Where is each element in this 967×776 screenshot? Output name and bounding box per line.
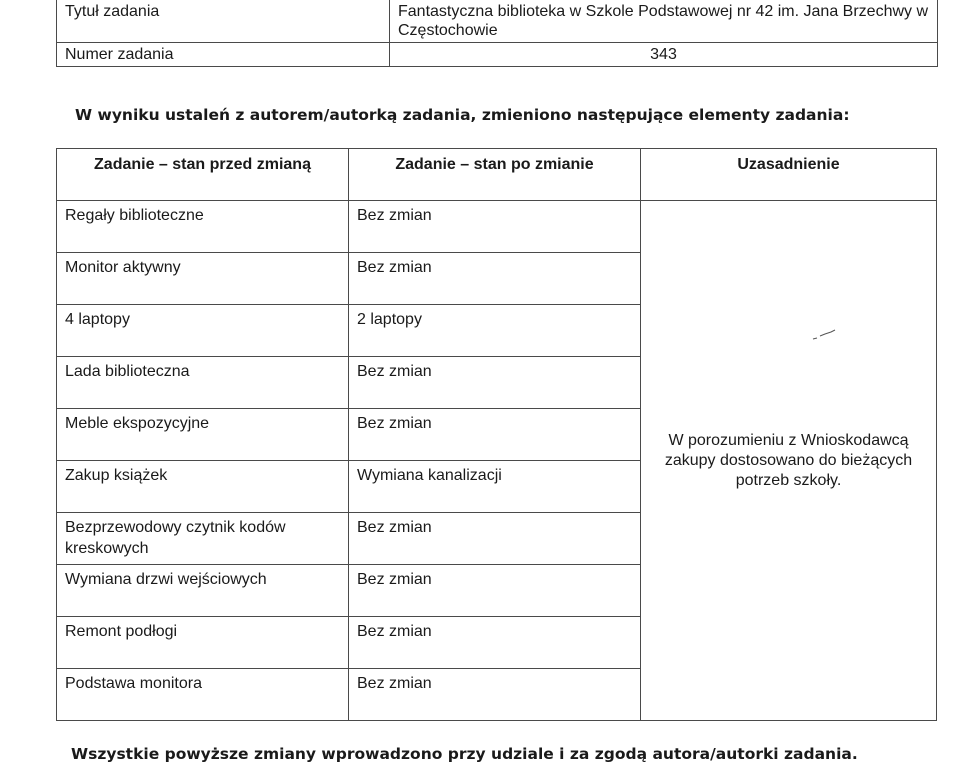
row-after: Bez zmian (349, 201, 641, 253)
table-row (57, 201, 937, 253)
row-before: Podstawa monitora (57, 669, 349, 721)
changes-table (56, 148, 937, 721)
row-after: Bez zmian (349, 669, 641, 721)
row-before: Zakup książek (57, 461, 349, 513)
header-before: Zadanie – stan przed zmianą (57, 149, 349, 201)
row-before: Meble ekspozycyjne (57, 409, 349, 461)
footer-note: Wszystkie powyższe zmiany wprowadzono przy udziale i za zgodą autora/autorki zadania. (71, 745, 858, 763)
header-after: Zadanie – stan po zmianie (349, 149, 641, 201)
row-before: Monitor aktywny (57, 253, 349, 305)
row-after: Bez zmian (349, 617, 641, 669)
task-info-table (56, 0, 938, 67)
task-number-label: Numer zadania (57, 43, 390, 67)
task-title-value: Fantastyczna biblioteka w Szkole Podstawowej nr 42 im. Jana Brzechwy w Częstochowie (390, 0, 938, 43)
header-justification: Uzasadnienie (641, 149, 937, 201)
row-before: Regały biblioteczne (57, 201, 349, 253)
task-number-row (57, 43, 938, 67)
task-title-label: Tytuł zadania (57, 0, 390, 43)
pen-mark-icon (811, 329, 837, 341)
row-after: Bez zmian (349, 565, 641, 617)
justification-text: W porozumieniu z Wnioskodawcą zakupy dostosowano do bieżących potrzeb szkoły. (664, 431, 913, 489)
row-after: Bez zmian (349, 253, 641, 305)
task-number-value: 343 (390, 43, 938, 67)
changes-header-row (57, 149, 937, 201)
row-after: Bez zmian (349, 513, 641, 565)
task-title-row (57, 0, 938, 43)
row-before: 4 laptopy (57, 305, 349, 357)
row-after: Bez zmian (349, 409, 641, 461)
changes-heading: W wyniku ustaleń z autorem/autorką zadania, zmieniono następujące elementy zadania: (75, 106, 850, 124)
row-after: Wymiana kanalizacji (349, 461, 641, 513)
row-before: Wymiana drzwi wejściowych (57, 565, 349, 617)
row-after: 2 laptopy (349, 305, 641, 357)
row-before: Bezprzewodowy czytnik kodów kreskowych (57, 513, 349, 565)
row-before: Remont podłogi (57, 617, 349, 669)
row-after: Bez zmian (349, 357, 641, 409)
row-before: Lada biblioteczna (57, 357, 349, 409)
justification-cell (641, 201, 937, 721)
